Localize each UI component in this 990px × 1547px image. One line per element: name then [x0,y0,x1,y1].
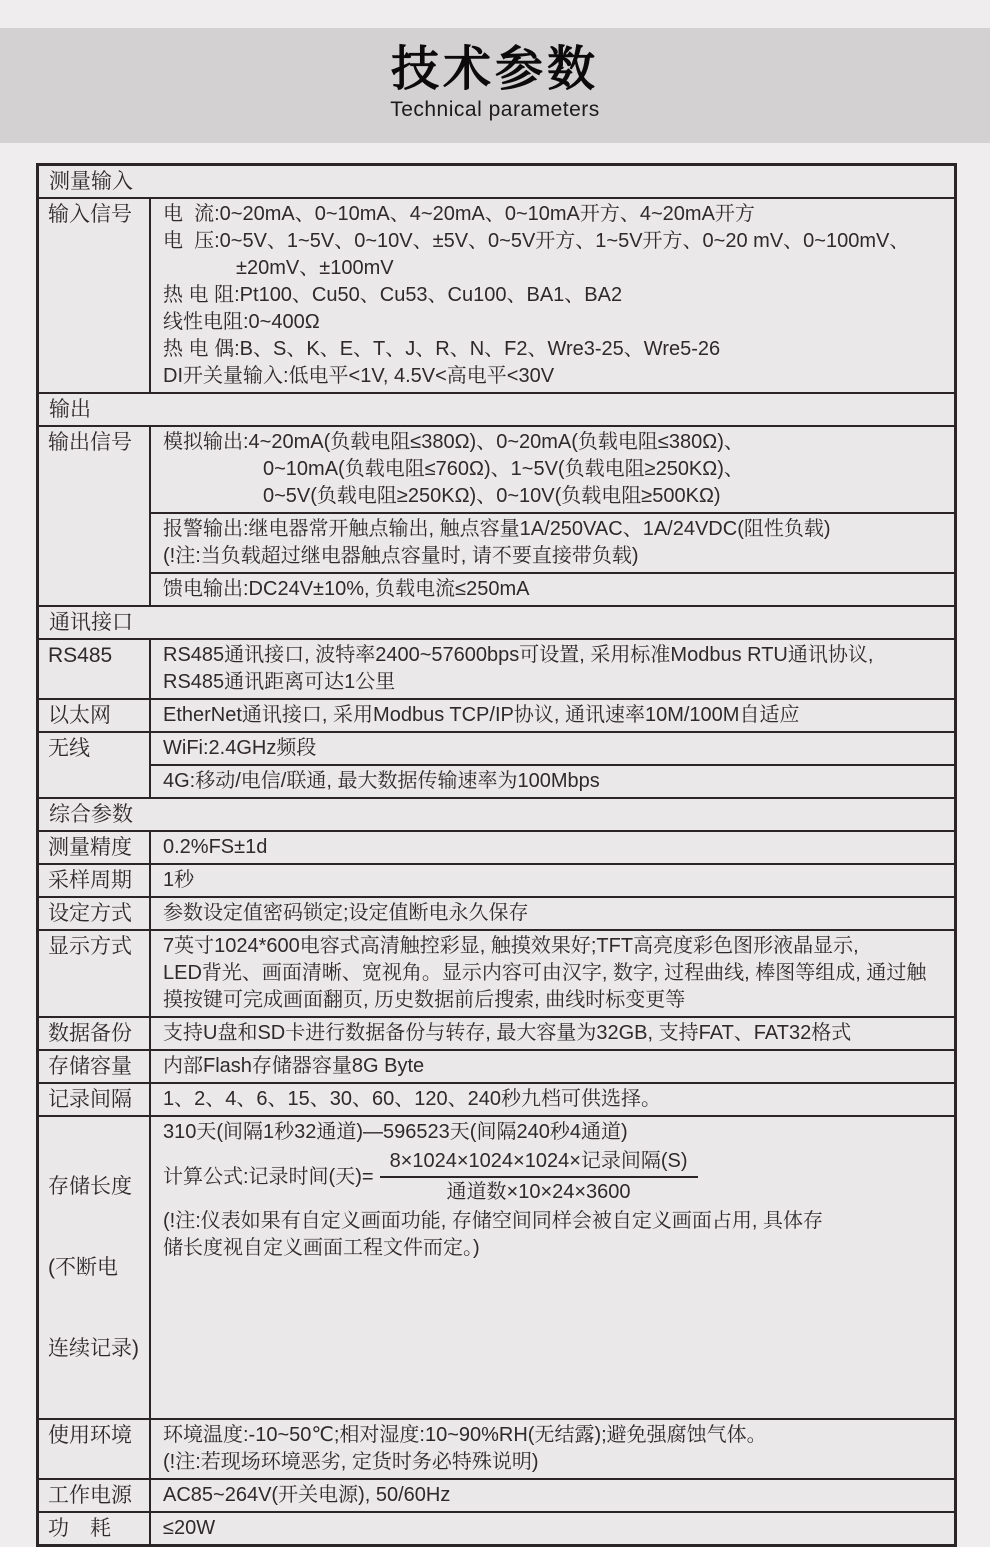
row-display: 显示方式 7英寸1024*600电容式高清触控彩显, 触摸效果好;TFT高亮度彩色图形液晶显示, LED背光、画面清晰、宽视角。显示内容可由汉字, 数字, 过程曲线, 棒图等组成, 通过触 摸按键可完成画面翻页, 历史数据前后搜索, 曲线时标变更等 [39,931,954,1018]
formula-numerator: 8×1024×1024×1024×记录间隔(S) [380,1148,698,1178]
input-linear-resistance: 线性电阻:0~400Ω [163,311,320,333]
label-ethernet: 以太网 [39,700,151,731]
input-rtd: 热 电 阻:Pt100、Cu50、Cu53、Cu100、BA1、BA2 [163,284,623,306]
row-storage-length: 存储长度 (不断电 连续记录) 310天(间隔1秒32通道)—596523天(间隔240秒4通道) 计算公式:记录时间(天)= $\frac{\text{8×1024×1024×1024×记录间隔(S)}}{\text{通道数×10×24×3600}}$ (!注:仪表如果有自定义画面功能, 存储空间同样会被自定义画面占用, 具体存 储长度视自定义画面工程文件而定。) [39,1117,954,1420]
storage-note: (!注:仪表如果有自定义画面功能, 存储空间同样会被自定义画面占用, 具体存 [163,1210,823,1232]
section-row-measure-input: 测量输入 [39,166,954,199]
label-setting: 设定方式 [39,898,151,929]
label-accuracy: 测量精度 [39,832,151,863]
spec-table [36,163,957,1547]
row-capacity: 存储容量 内部Flash存储器容量8G Byte [39,1051,954,1084]
row-sampling: 采样周期 1秒 [39,865,954,898]
wireless-wifi: WiFi:2.4GHz频段 [151,733,954,766]
page-subtitle: Technical parameters [390,98,600,121]
row-backup: 数据备份 支持U盘和SD卡进行数据备份与转存, 最大容量为32GB, 支持FAT、FAT32格式 [39,1018,954,1051]
storage-range: 310天(间隔1秒32通道)—596523天(间隔240秒4通道) [163,1121,628,1143]
input-thermocouple: 热 电 偶:B、S、K、E、T、J、R、N、F2、Wre3-25、Wre5-26 [163,338,721,360]
row-ethernet: 以太网 EtherNet通讯接口, 采用Modbus TCP/IP协议, 通讯速率10M/100M自适应 [39,700,954,733]
row-input-signal [39,199,954,394]
label-power: 工作电源 [39,1480,151,1511]
input-di: DI开关量输入:低电平<1V, 4.5V<高电平<30V [163,365,555,387]
label-environment: 使用环境 [39,1420,151,1478]
row-interval: 记录间隔 1、2、4、6、15、30、60、120、240秒九档可供选择。 [39,1084,954,1117]
row-environment: 使用环境 环境温度:-10~50℃;相对湿度:10~90%RH(无结露);避免强腐蚀气体。 (!注:若现场环境恶劣, 定货时务必特殊说明) [39,1420,954,1480]
input-voltage-cont: ±20mV、±100mV [236,257,394,279]
section-row-comm: 通讯接口 [39,607,954,640]
output-analog: 模拟输出:4~20mA(负载电阻≤380Ω)、0~20mA(负载电阻≤380Ω)、 0~10mA(负载电阻≤760Ω)、1~5V(负载电阻≥250KΩ)、 0~5V(负载电阻≥250KΩ)、0~10V(负载电阻≥500KΩ) [151,427,954,514]
row-setting: 设定方式 参数设定值密码锁定;设定值断电永久保存 [39,898,954,931]
label-output-signal: 输出信号 [39,427,151,605]
input-current: 电 流:0~20mA、0~10mA、4~20mA、0~10mA开方、4~20mA开方 [163,203,755,225]
label-capacity: 存储容量 [39,1051,151,1082]
output-alarm: 报警输出:继电器常开触点输出, 触点容量1A/250VAC、1A/24VDC(阻性负载) (!注:当负载超过继电器触点容量时, 请不要直接带负载) [151,514,954,574]
label-interval: 记录间隔 [39,1084,151,1115]
output-feed: 馈电输出:DC24V±10%, 负载电流≤250mA [163,578,530,600]
label-rs485: RS485 [39,640,151,698]
formula-fraction [380,1148,698,1206]
storage-formula [163,1148,942,1206]
label-sampling: 采样周期 [39,865,151,896]
row-rs485: RS485 RS485通讯接口, 波特率2400~57600bps可设置, 采用标准Modbus RTU通讯协议, RS485通讯距离可达1公里 [39,640,954,700]
input-voltage: 电 压:0~5V、1~5V、0~10V、±5V、0~5V开方、1~5V开方、0~20 mV、0~100mV、 [163,230,910,252]
page-header [0,28,990,143]
label-wireless: 无线 [39,733,151,797]
wireless-4g: 4G:移动/电信/联通, 最大数据传输速率为100Mbps [163,770,600,792]
row-consumption: 功 耗 ≤20W [39,1513,954,1544]
label-consumption: 功 耗 [39,1513,151,1544]
section-row-output: 输出 [39,394,954,427]
row-wireless [39,733,954,799]
page-title: 技术参数 [390,43,599,96]
row-output-signal [39,427,954,607]
formula-denominator: 通道数×10×24×3600 [446,1181,631,1203]
label-display: 显示方式 [39,931,151,1016]
row-accuracy: 测量精度 0.2%FS±1d [39,832,954,865]
section-row-general: 综合参数 [39,799,954,832]
label-input-signal: 输入信号 [39,199,151,392]
row-power: 工作电源 AC85~264V(开关电源), 50/60Hz [39,1480,954,1513]
label-backup: 数据备份 [39,1018,151,1049]
formula-prefix: 计算公式:记录时间(天)= [163,1165,374,1188]
label-storage-length: 存储长度 (不断电 连续记录) [39,1117,151,1418]
